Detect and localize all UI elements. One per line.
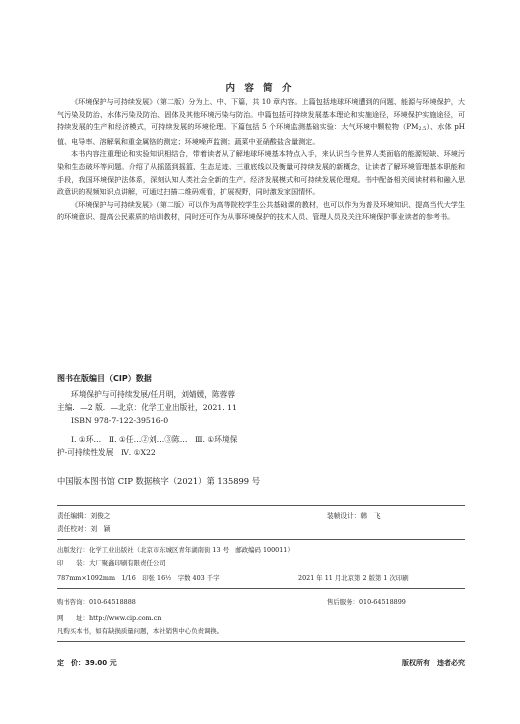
credits-row-1 [57, 510, 465, 522]
intro-text [57, 96, 465, 224]
cip-line-title: 环境保护与可持续发展/任月明，刘婧媛，陈蓉蓉 [71, 390, 236, 399]
divider [57, 505, 465, 506]
proofreader: 责任校对：刘 颖 [57, 525, 111, 533]
cip-block [57, 388, 467, 459]
divider [57, 539, 465, 540]
print-edition: 2021 年 11 月北京第 2 版第 1 次印刷 [298, 574, 409, 582]
editor: 责任编辑：刘俊之 [57, 512, 111, 520]
footer-row [57, 657, 465, 669]
exchange-notice: 凡购买本书，如有缺损质量问题，本社销售中心负责调换。 [57, 627, 224, 635]
purchase-hotline: 购书咨询：010-64518888 [57, 598, 136, 606]
cip-record-number: 中国版本图书馆 CIP 数据核字（2021）第 135899 号 [57, 476, 260, 486]
after-sale-hotline: 售后服务：010-64518899 [327, 598, 406, 606]
intro-paragraph-1 [57, 96, 465, 148]
divider [57, 641, 465, 642]
intro-title: 内 容 简 介 [225, 83, 295, 94]
book-spec: 787mm×1092mm 1/16 印张 16½ 字数 403 千字 [57, 574, 220, 582]
printer-row: 印 装：大厂聚鑫印刷有限责任公司 [57, 559, 166, 567]
cip-line-classification: Ⅰ. ①环… Ⅱ. ①任…②刘…③陈… Ⅲ. ①环境保 [71, 435, 238, 444]
intro-paragraph-2: 本书内容注重理论和实验知识相结合，带着读者从了解地球环境基本特点入手，来认识当今世界人类面临的能源短缺、环境污染和生态破坏等问题。介绍了从摇篮到摇篮、生态足迹、三重底线以及衡量可持续发展的新概念，让读者了解环境管理基本职能和手段，我国环境保护法体系，深刻认知人类社会全新的生产、经济发展模式和可持续发展伦理观。书中配备相关阅读材料和融入思政意识的视频知识点讲解，可通过扫描二维码观看，扩展视野，同时激发家国情怀。 [57, 149, 465, 197]
contact-row [57, 596, 465, 608]
cip-heading: 图书在版编目（CIP）数据 [57, 374, 152, 383]
divider [57, 588, 465, 589]
publisher-row: 出版发行：化学工业出版社（北京市东城区青年湖南街 13 号 邮政编码 100011） [57, 546, 294, 554]
cip-line-isbn: ISBN 978-7-122-39516-0 [71, 416, 169, 425]
cip-line-classification-cont: 护-可持续性发展 Ⅳ. ①X22 [57, 448, 156, 457]
website-row: 网 址：http://www.cip.com.cn [57, 614, 162, 622]
cover-designer: 装帧设计：韩 飞 [327, 512, 381, 520]
cip-line-edition: 主编．—2 版．—北京：化学工业出版社，2021. 11 [57, 403, 237, 412]
credits-row-2 [57, 523, 465, 535]
spec-row [57, 572, 465, 584]
copyright-notice: 版权所有 违者必究 [402, 659, 465, 667]
intro-p1-text-end: ）、水体 pH 值、电导率、溶解氧和重金属铬的测定；环境噪声监测；蔬菜中亚硝酸盐含量测定。 [57, 122, 465, 146]
price: 定 价：39.00 元 [57, 659, 117, 667]
intro-paragraph-3: 《环境保护与可持续发展》（第二版）可以作为高等院校学生公共基础课的教材，也可以作为为普及环境知识、提高当代大学生的环境意识、提高公民素质的培训教材，同时还可作为从事环境保护的技术人员、管理人员及关注环境保护事业读者的参考书。 [57, 199, 465, 222]
pm-subscript: 2.5 [418, 126, 427, 133]
intro-p1-text: 《环境保护与可持续发展》（第二版）分为上、中、下篇，共 10 章内容。上篇包括地球环境遭到的问题、能源与环境保护，大气污染及防治、水体污染及防治、固体及其他环境污染与防治。中篇包括可持续发展基本理论和实施途径，环境保护实施途径，可持续发展的生产和经济模式，可持续发展的环境伦理。下篇包括 5 个环境监测基础实验：大气环境中颗粒物（PM [57, 97, 465, 132]
